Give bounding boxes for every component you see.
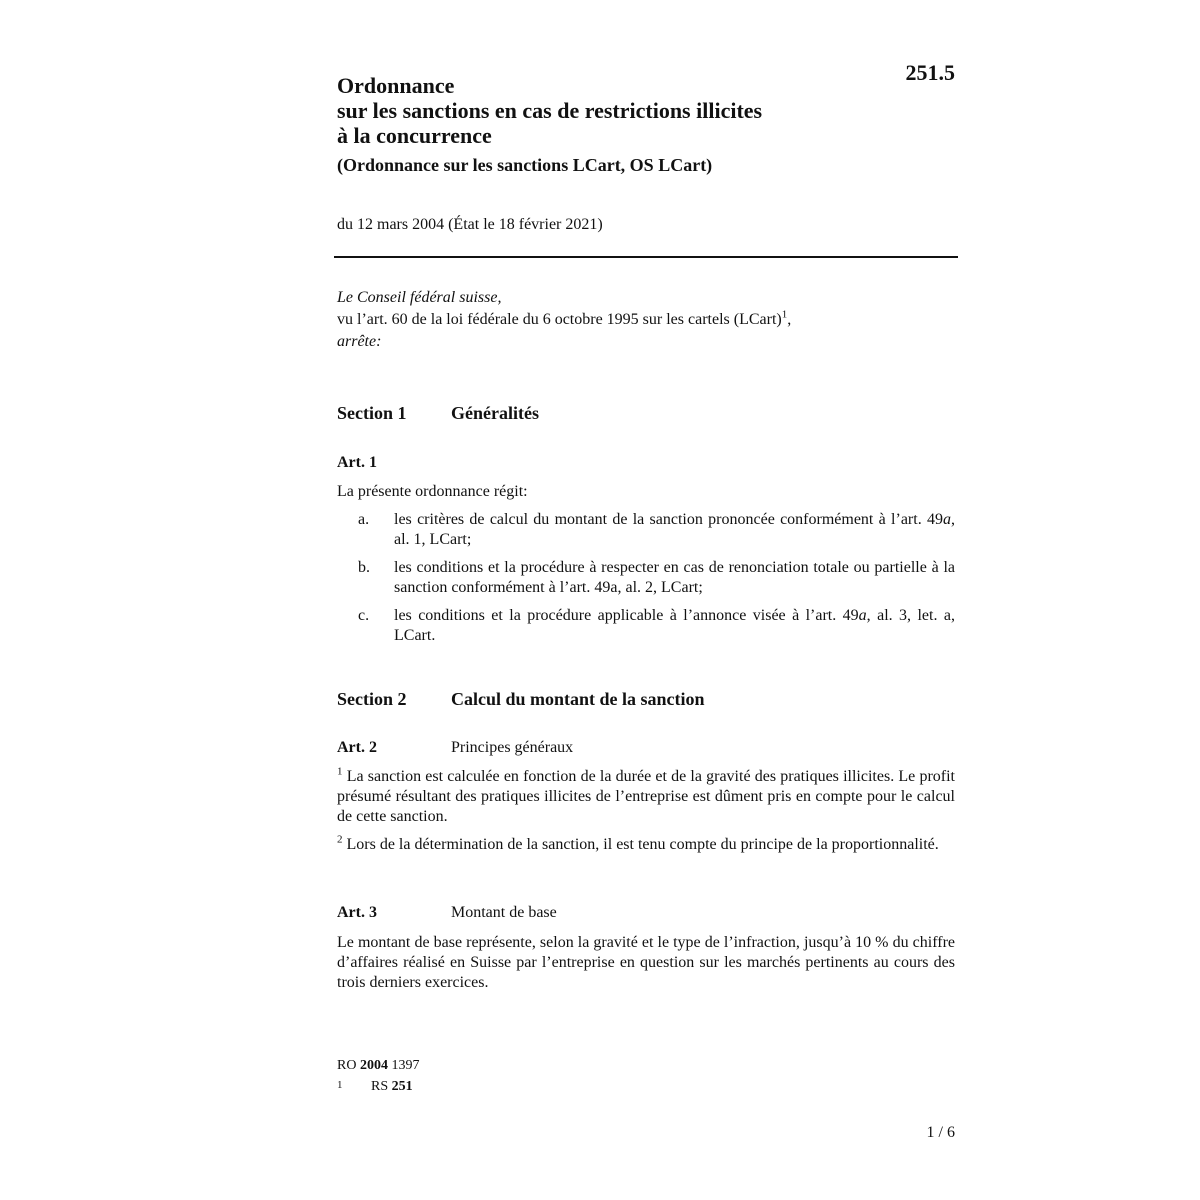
- title-block: [337, 73, 897, 176]
- official-compilation-ref: [337, 1058, 419, 1074]
- preamble-basis-text: vu l’art. 60 de la loi fédérale du 6 octobre 1995 sur les cartels (LCart): [337, 311, 782, 328]
- art-2-paragraph-2: [337, 835, 955, 855]
- art-2-paragraph-1: [337, 767, 955, 827]
- section-1-heading: [337, 403, 539, 424]
- list-letter-b: b.: [358, 559, 370, 576]
- list-letter-c: c.: [358, 607, 370, 624]
- list-item-b: [337, 558, 955, 598]
- list-text-a-2: , al. 1, LCart;: [394, 511, 955, 548]
- art-2-paragraph-2-text: Lors de la détermination de la sanction, il est tenu compte du principe de la proportionnalité.: [342, 836, 939, 853]
- preamble-decree: arrête:: [337, 333, 382, 350]
- art-1-list: [337, 510, 955, 654]
- art-2-paragraph-1-text: La sanction est calculée en fonction de la durée et de la gravité des pratiques illicites. Le profit présumé résultant des pratiques illicites de l’entreprise est dûment pris en compte pour le calcul de cette sanction.: [337, 768, 955, 825]
- art-1-heading: [337, 454, 451, 472]
- list-text-c-italic: a: [858, 607, 867, 624]
- list-text-b: les conditions et la procédure à respecter en cas de renonciation totale ou partielle à la sanction conformément à l’art. 49a, al. 2, LCart;: [394, 559, 955, 596]
- preamble-authority: Le Conseil fédéral suisse,: [337, 289, 502, 306]
- list-item-a: [337, 510, 955, 550]
- ro-prefix: RO: [337, 1058, 360, 1073]
- title-line-3: à la concurrence: [337, 123, 492, 148]
- section-2-title: Calcul du montant de la sanction: [451, 689, 705, 709]
- ro-year: 2004: [359, 1058, 388, 1073]
- footnote-1: [337, 1079, 413, 1095]
- list-text-c-1: les conditions et la procédure applicable à l’annonce visée à l’art. 49: [394, 607, 859, 624]
- title-line-1: Ordonnance: [337, 73, 455, 98]
- art-2-body: [337, 767, 955, 863]
- list-text-a-italic: a: [943, 511, 951, 528]
- list-text-c-2: , al. 3, let. a, LCart.: [394, 607, 955, 644]
- footnote-number: 1: [337, 1079, 343, 1091]
- art-3-title: Montant de base: [451, 904, 557, 921]
- title-line-2: sur les sanctions en cas de restrictions illicites: [337, 98, 763, 123]
- art-2-number: Art. 2: [337, 739, 377, 756]
- date-line: du 12 mars 2004 (État le 18 février 2021): [337, 216, 603, 233]
- section-2-heading: [337, 689, 705, 710]
- art-3-heading: [337, 904, 557, 922]
- art-2-heading: [337, 739, 573, 757]
- sr-number: 251.5: [905, 60, 955, 85]
- title-subtitle: (Ordonnance sur les sanctions LCart, OS LCart): [337, 155, 713, 175]
- horizontal-rule: [334, 256, 958, 258]
- section-2-number: Section 2: [337, 689, 407, 709]
- preamble-basis-end: ,: [787, 311, 792, 328]
- art-2-title: Principes généraux: [451, 739, 574, 756]
- section-1-title: Généralités: [451, 403, 539, 423]
- section-1-number: Section 1: [337, 403, 407, 423]
- footnote-ref[interactable]: 251: [391, 1079, 413, 1094]
- paragraph-number-1: 1: [337, 765, 343, 778]
- art-1-number: Art. 1: [337, 454, 377, 471]
- ro-page: 1397: [387, 1058, 420, 1073]
- footnote-ref-1[interactable]: 1: [781, 308, 788, 321]
- preamble: [337, 287, 957, 353]
- art-3-body: Le montant de base représente, selon la gravité et le type de l’infraction, jusqu’à 10 % du chiffre d’affaires réalisé en Suisse par l’entreprise en question sur les marchés pertinents au cours des trois derniers exercices.: [337, 934, 955, 991]
- list-item-c: [337, 606, 955, 646]
- footnote-prefix: RS: [371, 1079, 392, 1094]
- list-letter-a: a.: [358, 511, 370, 528]
- paragraph-number-2: 2: [337, 833, 343, 846]
- page-number: 1 / 6: [926, 1124, 955, 1141]
- preamble-basis: [337, 309, 957, 331]
- list-text-a-1: les critères de calcul du montant de la sanction prononcée conformément à l’art. 49: [394, 511, 943, 528]
- art-3-number: Art. 3: [337, 904, 377, 921]
- art-1-intro: La présente ordonnance régit:: [337, 483, 528, 500]
